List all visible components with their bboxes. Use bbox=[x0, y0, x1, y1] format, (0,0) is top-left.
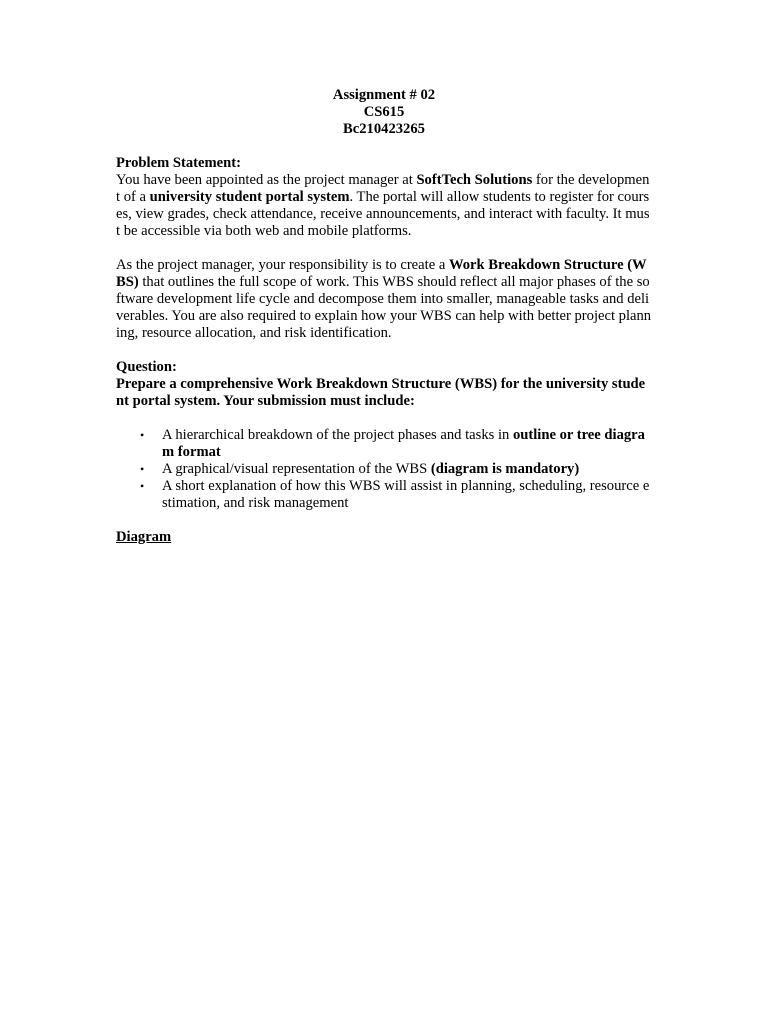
company-name: SoftTech Solutions bbox=[416, 172, 533, 188]
list-item bbox=[116, 478, 652, 512]
requirements-list bbox=[116, 427, 652, 512]
wbs-term: Work Breakdown Structure (WBS) bbox=[116, 257, 647, 290]
item-text: A graphical/visual representation of the WBS bbox=[162, 461, 431, 477]
bullet-icon: • bbox=[140, 428, 145, 442]
text-run: You have been appointed as the project manager at bbox=[116, 172, 417, 188]
student-id: Bc210423265 bbox=[343, 121, 425, 137]
bullet-icon: • bbox=[140, 479, 145, 493]
document-header bbox=[116, 87, 652, 138]
item-emphasis: outline or tree diagram format bbox=[162, 427, 645, 460]
diagram-heading: Diagram bbox=[116, 529, 172, 545]
text-run: . The portal will allow students to register for courses, view grades, check attendance, receive announcements, and interact with faculty. It must be accessible via both web and mobile platforms. bbox=[116, 189, 650, 239]
problem-paragraph-2 bbox=[116, 257, 652, 342]
bullet-icon: • bbox=[140, 462, 145, 476]
problem-statement-heading: Problem Statement: bbox=[116, 155, 241, 171]
course-code: CS615 bbox=[363, 104, 405, 120]
list-item bbox=[116, 427, 652, 461]
item-emphasis: (diagram is mandatory) bbox=[430, 461, 580, 477]
question-prompt: Prepare a comprehensive Work Breakdown Structure (WBS) for the university student portal system. Your submission must include: bbox=[116, 376, 646, 409]
question-heading: Question: bbox=[116, 359, 177, 375]
problem-paragraph-1 bbox=[116, 172, 652, 240]
text-run: that outlines the full scope of work. This WBS should reflect all major phases of the software development life cycle and decompose them into smaller, manageable tasks and deliverables. You are also required to explain how your WBS can help with better project planning, resource allocation, and risk identification. bbox=[116, 274, 652, 341]
text-run: for the development of a bbox=[116, 172, 650, 205]
system-name: university student portal system bbox=[149, 189, 350, 205]
document-page bbox=[116, 87, 652, 546]
item-text: A hierarchical breakdown of the project phases and tasks in bbox=[162, 427, 513, 443]
text-run: As the project manager, your responsibility is to create a bbox=[116, 257, 449, 273]
assignment-title: Assignment # 02 bbox=[332, 87, 436, 103]
item-text: A short explanation of how this WBS will assist in planning, scheduling, resource estimation, and risk management bbox=[162, 478, 650, 511]
list-item bbox=[116, 461, 652, 478]
